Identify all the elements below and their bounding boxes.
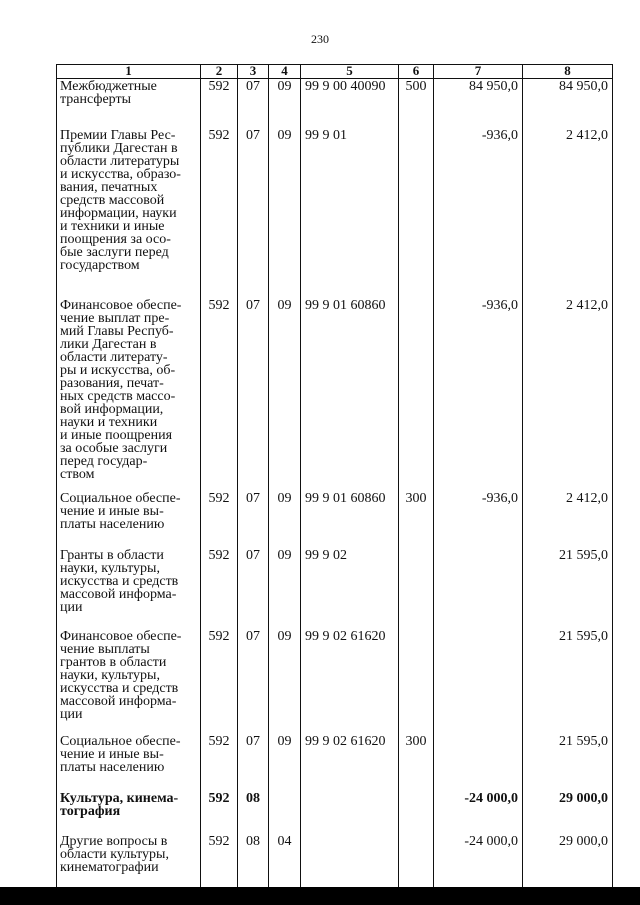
row-name: Гранты в области науки, культуры, искусства и средств массовой информа- ции [57,546,201,627]
row-total-amount: 21 595,0 [523,732,613,789]
row-section-code: 08 [238,832,269,887]
row-target-code [301,832,399,887]
row-subsection-code: 04 [269,832,301,887]
table-row [57,126,613,296]
row-subsection-code: 09 [269,296,301,489]
col-header-3: 3 [238,65,269,79]
row-target-code: 99 9 02 61620 [301,732,399,789]
table-row [57,296,613,489]
row-ministry-code: 592 [201,832,238,887]
row-ministry-code: 592 [201,489,238,546]
table-row [57,546,613,627]
row-total-amount: 29 000,0 [523,789,613,832]
row-target-code: 99 9 00 40090 [301,79,399,127]
row-ministry-code: 592 [201,546,238,627]
row-total-amount: 21 595,0 [523,546,613,627]
row-expense-type [399,296,434,489]
row-change-amount: -24 000,0 [434,789,523,832]
row-section-code: 07 [238,126,269,296]
row-target-code: 99 9 01 60860 [301,296,399,489]
row-subsection-code [269,789,301,832]
row-total-amount: 2 412,0 [523,126,613,296]
budget-table [56,64,613,887]
row-ministry-code: 592 [201,79,238,127]
table-row [57,79,613,127]
row-section-code: 07 [238,546,269,627]
row-name: Финансовое обеспе- чение выплаты грантов в области науки, культуры, искусства и средств массовой информа- ции [57,627,201,732]
row-name: Культура, кинема- тография [57,789,201,832]
table-row [57,832,613,887]
scan-edge-bar [0,887,640,905]
row-name: Межбюджетные трансферты [57,79,201,127]
row-change-amount: -936,0 [434,126,523,296]
row-name: Другие вопросы в области культуры, кинематографии [57,832,201,887]
row-section-code: 07 [238,489,269,546]
row-target-code: 99 9 01 60860 [301,489,399,546]
row-target-code [301,789,399,832]
col-header-1: 1 [57,65,201,79]
row-section-code: 08 [238,789,269,832]
table-row [57,732,613,789]
row-section-code: 07 [238,79,269,127]
row-target-code: 99 9 02 [301,546,399,627]
row-expense-type: 500 [399,79,434,127]
row-change-amount [434,732,523,789]
row-change-amount: -936,0 [434,296,523,489]
row-section-code: 07 [238,296,269,489]
col-header-6: 6 [399,65,434,79]
row-total-amount: 29 000,0 [523,832,613,887]
table-row [57,627,613,732]
row-change-amount [434,546,523,627]
row-expense-type [399,789,434,832]
col-header-8: 8 [523,65,613,79]
row-subsection-code: 09 [269,126,301,296]
row-change-amount: -24 000,0 [434,832,523,887]
row-name: Финансовое обеспе- чение выплат пре- мий Главы Респуб- лики Дагестан в области литерату- ры и искусства, об- разования, печат- ных средств массо- вой информации, науки и техники и иные поощрения за особые заслуги перед государ- ством [57,296,201,489]
table-row [57,789,613,832]
row-total-amount: 84 950,0 [523,79,613,127]
row-section-code: 07 [238,627,269,732]
row-ministry-code: 592 [201,789,238,832]
row-target-code: 99 9 01 [301,126,399,296]
col-header-5: 5 [301,65,399,79]
col-header-4: 4 [269,65,301,79]
row-expense-type [399,627,434,732]
row-subsection-code: 09 [269,627,301,732]
row-ministry-code: 592 [201,126,238,296]
row-ministry-code: 592 [201,627,238,732]
row-total-amount: 2 412,0 [523,296,613,489]
row-expense-type [399,546,434,627]
row-name: Социальное обеспе- чение и иные вы- платы населению [57,489,201,546]
row-change-amount: 84 950,0 [434,79,523,127]
col-header-7: 7 [434,65,523,79]
row-change-amount: -936,0 [434,489,523,546]
col-header-2: 2 [201,65,238,79]
row-ministry-code: 592 [201,296,238,489]
row-subsection-code: 09 [269,732,301,789]
row-subsection-code: 09 [269,489,301,546]
row-expense-type [399,126,434,296]
row-total-amount: 2 412,0 [523,489,613,546]
row-name: Социальное обеспе- чение и иные вы- платы населению [57,732,201,789]
row-change-amount [434,627,523,732]
row-subsection-code: 09 [269,546,301,627]
table-row [57,489,613,546]
row-expense-type [399,832,434,887]
row-expense-type: 300 [399,489,434,546]
header-row [57,65,613,79]
row-name: Премии Главы Рес- публики Дагестан в области литературы и искусства, образо- вания, печатных средств массовой информации, науки и техники и иные поощрения за осо- бые заслуги перед государством [57,126,201,296]
row-ministry-code: 592 [201,732,238,789]
row-section-code: 07 [238,732,269,789]
row-total-amount: 21 595,0 [523,627,613,732]
row-expense-type: 300 [399,732,434,789]
page-number: 230 [311,32,329,46]
row-target-code: 99 9 02 61620 [301,627,399,732]
row-subsection-code: 09 [269,79,301,127]
